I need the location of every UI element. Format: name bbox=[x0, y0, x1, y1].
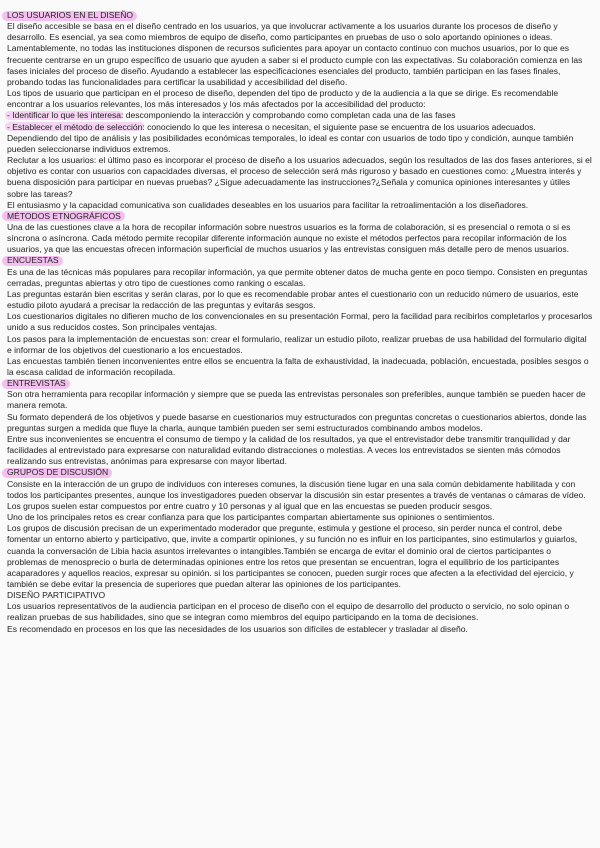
section-heading-encuestas: ENCUESTAS bbox=[7, 255, 59, 266]
paragraph: El diseño accesible se basa en el diseño centrado en los usuarios, ya que involucrar activamente a los usuarios durante los procesos de diseño y desarrollo. Es esencial, ya sea como miembros de equipo de diseño, como participantes en pruebas de uso o solo aportando opiniones o ideas. bbox=[7, 21, 558, 43]
paragraph: Reclutar a los usuarios: el último paso es incorporar el proceso de diseño a los usuarios adecuados, según los resultados de las dos fases anteriores, si el objetivo es contar con usuarios con capacidades diversas, el proceso de selección será más riguroso y basado en cuestiones como: ¿Muestra interés y buena disposición para participar en nuevas pruebas? ¿Sigue adecuadamente las instrucciones?¿Señala y comunica opiniones interesantes y útiles sobre las tareas? bbox=[7, 155, 592, 199]
paragraph: Los grupos de discusión precisan de un experimentado moderador que pregunte, estimula y gestione el proceso, sin perder nunca el control, debe fomentar un entorno abierto y participativo, que, invite a compartir opiniones, y su función no es influir en los participantes, sino estimularlos y guiarlos, cuanda la conversación de Libia hacia asuntos irrelevantes o intangibles.También se encarga de evitar el dominio oral de ciertos participantes o problemas de menosprecio o burla de determinadas opiniones entre los retos que presentan se encuentran, logra el equilibrio de los participantes acaparadores y aquellos reacios, expresar su opinión. si los participantes se conocen, pueden surgir roces que afecten a la efectividad del ejercicio, y también se debe evitar la presencia de superiores que puedan alterar las opiniones de los participantes. bbox=[7, 523, 578, 589]
bullet-highlight: - Identificar lo que les interesa bbox=[7, 110, 122, 121]
section-heading-entrevistas: ENTREVISTAS bbox=[7, 378, 66, 389]
paragraph: Los pasos para la implementación de encuestas son: crear el formulario, realizar un estudio piloto, realizar pruebas de usa habilidad del formulario digital e informar de los objetivos del cuestionario a los encuestados. bbox=[7, 333, 587, 355]
paragraph: Lamentablemente, no todas las instituciones disponen de recursos suficientes para apoyar un contacto continuo con muchos usuarios, por lo que es frecuente centrarse en un grupo específico de usuario que ayuden a saber si el producto cumple con las expectativas. Su colaboración comienza en las fases iniciales del proceso de diseño. Ayudando a establecer las especificaciones esenciales del producto, también participan en las fases finales, probando todas las funcionalidades para certificar la usabilidad y accesibilidad del diseño. bbox=[7, 43, 583, 87]
paragraph: Las encuestas también tienen inconvenientes entre ellos se encuentra la falta de exhaustividad, la inadecuada, población, encuestada, posibles sesgos o la escasa calidad de información recopilada. bbox=[7, 355, 589, 377]
paragraph: Consiste en la interacción de un grupo de individuos con intereses comunes, la discusión tiene lugar en una sala común debidamente habilitada y con todos los participantes presentes, aunque los investigadores pueden observar la discusión sin estar presentes a través de ventanas o cámaras de vídeo. bbox=[7, 478, 586, 500]
paragraph: Es una de las técnicas más populares para recopilar información, ya que permite obtener datos de mucha gente en poco tiempo. Consisten en preguntas cerradas, preguntas abiertas y otro tipo de cuestiones como ranking o escalas. bbox=[7, 266, 588, 288]
bullet-highlight: - Establecer el método de selección bbox=[7, 121, 143, 132]
bullet-item bbox=[7, 110, 593, 121]
paragraph: Una de las cuestiones clave a la hora de recopilar información sobre nuestros usuarios es la forma de colaboración, si es presencial o remota o si es síncrona o asíncrona. Cada método permite recopilar diferente información aunque no existe el métodos perfectos para recopilar información de los usuarios, ya que las encuestas ofrecen información superficial de muchos usuarios y las entrevistas consiguen más detalle pero de menos usuarios. bbox=[7, 221, 571, 255]
paragraph: Los tipos de usuario que participan en el proceso de diseño, dependen del tipo de producto y de la audiencia a la que se dirige. Es recomendable encontrar a los usuarios relevantes, los más interesados y los más afectados por la accesibilidad del producto: bbox=[7, 88, 559, 110]
bullet-text: : conociendo lo que les interesa o necesitan, el siguiente pase se encuentra de los usuarios adecuados. bbox=[142, 121, 536, 132]
bullet-item bbox=[7, 122, 593, 133]
section-heading-participativo: DISEÑO PARTICIPATIVO bbox=[7, 590, 106, 601]
section-heading-usuarios: LOS USUARIOS EN EL DISEÑO bbox=[7, 10, 134, 20]
paragraph: Son otra herramienta para recopilar información y siempre que se pueda las entrevistas personales son preferibles, aunque también se pueden hacer de manera remota. bbox=[7, 389, 586, 411]
paragraph: Es recomendado en procesos en los que las necesidades de los usuarios son difíciles de establecer y trasladar al diseño. bbox=[7, 623, 468, 634]
paragraph: Su formato dependerá de los objetivos y puede basarse en cuestionarios muy estructurados con preguntas concretas o cuestionarios abiertos, donde las preguntas surgen a medida que fluye la charla, aunque también pueden ser semi estructurados combinando ambos modelos. bbox=[7, 411, 587, 433]
paragraph: El entusiasmo y la capacidad comunicativa son cualidades deseables en los usuarios para facilitar la retroalimentación a los diseñadores. bbox=[7, 199, 529, 210]
paragraph: Las preguntas estarán bien escritas y serán claras, por lo que es recomendable probar antes el cuestionario con un reducido número de usuarios, este estudio piloto ayudará a precisar la redacción de las preguntas y evitarás sesgos. bbox=[7, 288, 579, 311]
section-heading-metodos: MÉTODOS ETNOGRÁFICOS bbox=[7, 210, 121, 221]
section-heading-grupos: GRUPOS DE DISCUSIÓN bbox=[7, 467, 109, 478]
paragraph: Los grupos suelen estar compuestos por entre cuatro y 10 personas y al igual que en las encuestas se pueden producir sesgos. bbox=[7, 500, 493, 511]
paragraph: Los usuarios representativos de la audiencia participan en el proceso de diseño con el equipo de desarrollo del producto o servicio, no solo opinan o realizan pruebas de sus habilidades, sino que se integran como miembros del equipo participando en la toma de decisiones. bbox=[7, 601, 570, 623]
paragraph: Los cuestionarios digitales no difieren mucho de los convencionales en su presentación Formal, pero la facilidad para recibirlos completarlos y procesarlos unido a sus reducidos costes. Son principales ventajas. bbox=[7, 311, 593, 333]
bullet-text: : descomponiendo la interacción y comprobando como completan cada una de las fases bbox=[121, 110, 456, 121]
paragraph: Entre sus inconvenientes se encuentra el consumo de tiempo y la calidad de los resultados, ya que el entrevistador debe transmitir tranquilidad y dar facilidades al entrevistado para expresarse con naturalidad evitando distracciones o molestias. A veces los entrevistados se sienten más cómodos realizando sus entrevistas, anónimas para expresarse con mayor libertad. bbox=[7, 433, 571, 467]
paragraph: Dependiendo del tipo de análisis y las posibilidades económicas temporales, lo ideal es contar con usuarios de todo tipo y condición, aunque también pueden seleccionarse individuos extremos. bbox=[7, 132, 574, 154]
paragraph: Uno de los principales retos es crear confianza para que los participantes compartan abiertamente sus opiniones o sentimientos. bbox=[7, 512, 495, 523]
